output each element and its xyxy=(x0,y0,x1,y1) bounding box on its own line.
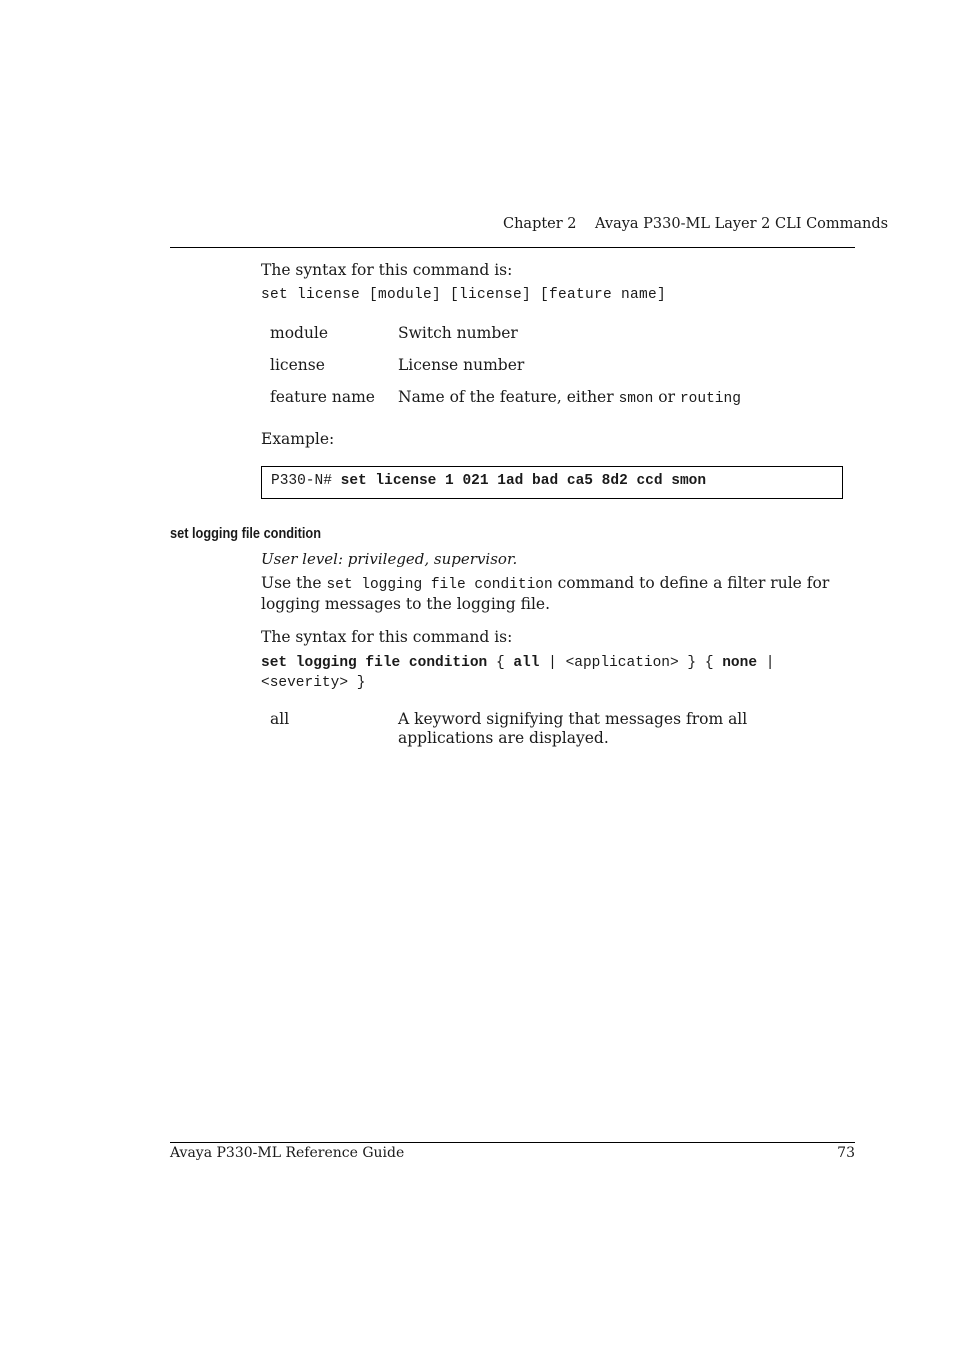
param-name-feature: feature name xyxy=(270,388,375,406)
param-desc-feature-prefix: Name of the feature, either xyxy=(398,388,619,406)
syntax-all: all xyxy=(513,655,540,671)
example-prompt: P330-N# xyxy=(271,473,341,489)
use-description xyxy=(261,574,841,614)
syntax-brace-open-2: { xyxy=(704,655,714,671)
syntax-none: none xyxy=(722,655,758,671)
param-name-license: license xyxy=(270,356,325,374)
syntax-intro-2: The syntax for this command is: xyxy=(261,628,513,646)
header-chapter: Chapter 2 xyxy=(503,216,577,232)
user-level: User level: privileged, supervisor. xyxy=(261,550,518,568)
param-name-module: module xyxy=(270,324,329,342)
use-code: set logging file condition xyxy=(326,577,553,593)
syntax-cmd: set logging file condition xyxy=(261,655,488,671)
param-desc-feature-mid: or xyxy=(653,388,680,406)
syntax-pipe-2: | xyxy=(765,655,775,671)
use-prefix: Use the xyxy=(261,574,327,592)
param-name-all: all xyxy=(270,710,290,728)
syntax-severity: <severity> xyxy=(261,675,349,691)
example-box xyxy=(261,466,843,499)
header-rule xyxy=(170,247,855,248)
param-desc-all: A keyword signifying that messages from all applications are displayed. xyxy=(398,710,748,747)
use-suffix: command to define a filter rule for logging messages to the logging file. xyxy=(261,574,830,613)
example-command: set license 1 021 1ad bad ca5 8d2 ccd smon xyxy=(340,473,707,489)
syntax-pipe: | xyxy=(548,655,557,671)
footer-page-number: 73 xyxy=(837,1145,855,1161)
param-desc-feature xyxy=(398,388,741,407)
syntax-code: set license [module] [license] [feature name] xyxy=(261,287,667,303)
syntax-brace-open: { xyxy=(495,655,505,671)
syntax-brace-close: } xyxy=(687,655,697,671)
section-heading: set logging file condition xyxy=(170,526,321,542)
syntax-intro: The syntax for this command is: xyxy=(261,261,513,279)
param-desc-license: License number xyxy=(398,356,525,374)
param-code-routing: routing xyxy=(679,391,741,407)
example-code xyxy=(271,473,706,489)
footer-rule xyxy=(170,1142,855,1143)
syntax-brace-close-2: } xyxy=(356,675,366,691)
param-desc-module: Switch number xyxy=(398,324,518,342)
footer-guide-title: Avaya P330-ML Reference Guide xyxy=(170,1145,405,1161)
header-title: Avaya P330-ML Layer 2 CLI Commands xyxy=(595,216,889,232)
example-label: Example: xyxy=(261,430,335,448)
syntax-application: <application> xyxy=(565,655,679,671)
syntax-code-2 xyxy=(261,653,841,693)
param-code-smon: smon xyxy=(618,391,654,407)
